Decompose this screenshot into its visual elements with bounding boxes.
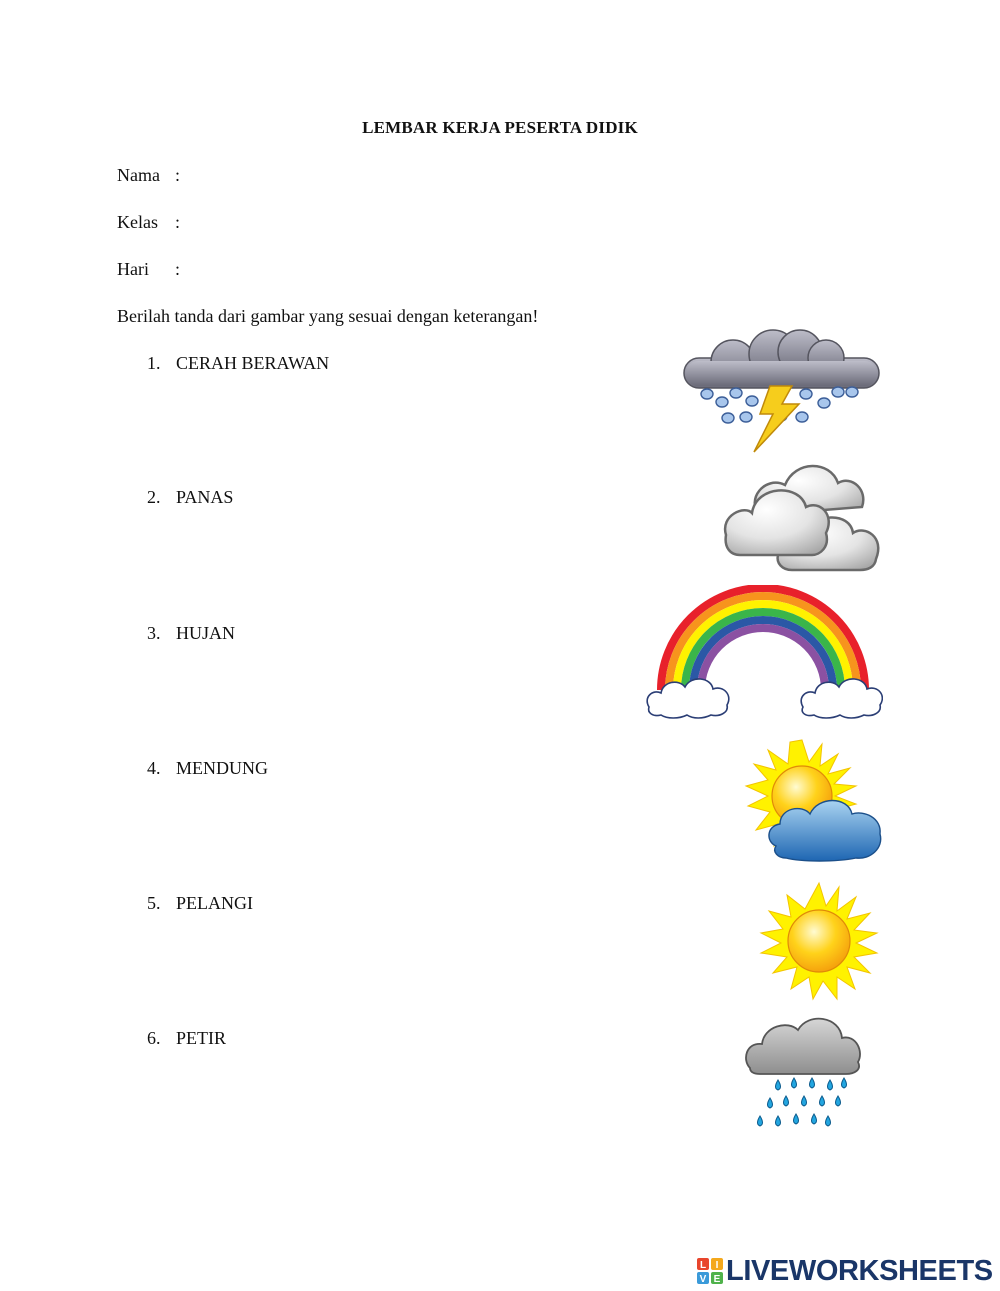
thunderstorm-icon[interactable] bbox=[678, 328, 884, 456]
item-label: CERAH BERAWAN bbox=[176, 353, 330, 373]
liveworksheets-badge-icon bbox=[697, 1258, 723, 1284]
instruction-text: Berilah tanda dari gambar yang sesuai dengan keterangan! bbox=[117, 306, 539, 326]
list-item bbox=[147, 353, 329, 374]
page-title: LEMBAR KERJA PESERTA DIDIK bbox=[362, 118, 638, 137]
field-label: Nama bbox=[117, 165, 160, 185]
class-field bbox=[117, 212, 180, 233]
list-item bbox=[147, 487, 233, 508]
item-number: 4. bbox=[147, 758, 161, 778]
item-number: 3. bbox=[147, 623, 161, 643]
day-field bbox=[117, 259, 180, 280]
item-label: PANAS bbox=[176, 487, 234, 507]
field-colon: : bbox=[175, 212, 181, 232]
badge-letter: V bbox=[699, 1274, 707, 1284]
sun-behind-cloud-icon[interactable] bbox=[740, 738, 885, 870]
name-field bbox=[117, 165, 180, 186]
sun-icon[interactable] bbox=[755, 881, 883, 1001]
field-colon: : bbox=[175, 259, 181, 279]
logo-text: LIVEWORKSHEETS bbox=[726, 1254, 993, 1287]
list-item bbox=[147, 1028, 226, 1049]
rainbow-icon[interactable] bbox=[643, 585, 883, 720]
list-item bbox=[147, 623, 235, 644]
item-label: PELANGI bbox=[176, 893, 253, 913]
list-item bbox=[147, 758, 268, 779]
rain-cloud-icon[interactable] bbox=[740, 1012, 865, 1134]
item-number: 6. bbox=[147, 1028, 161, 1048]
badge-letter: E bbox=[713, 1274, 721, 1284]
field-label: Hari bbox=[117, 259, 149, 279]
field-label: Kelas bbox=[117, 212, 158, 232]
item-number: 2. bbox=[147, 487, 161, 507]
cloudy-icon[interactable] bbox=[720, 455, 883, 575]
item-label: PETIR bbox=[176, 1028, 227, 1048]
item-label: MENDUNG bbox=[176, 758, 268, 778]
liveworksheets-logo bbox=[697, 1255, 993, 1287]
item-number: 1. bbox=[147, 353, 161, 373]
field-colon: : bbox=[175, 165, 181, 185]
item-label: HUJAN bbox=[176, 623, 236, 643]
badge-letter: L bbox=[699, 1260, 707, 1271]
item-number: 5. bbox=[147, 893, 161, 913]
list-item bbox=[147, 893, 253, 914]
badge-letter: I bbox=[715, 1260, 719, 1271]
